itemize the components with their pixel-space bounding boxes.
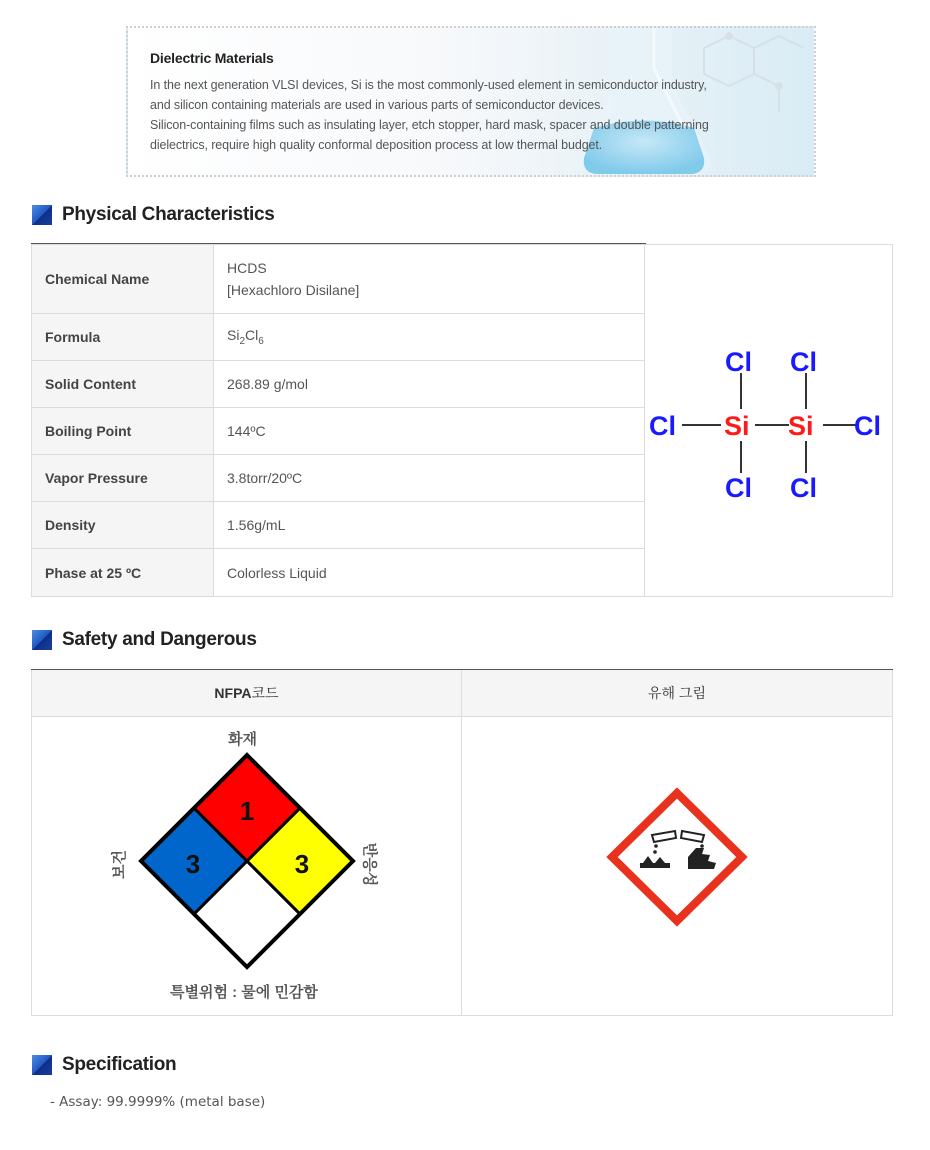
intro-text: In the next generation VLSI devices, Si is the most commonly-used element in semiconductor industry, and silicon containing materials are used in various parts of semiconductor devices. Silicon-containing films such as insulating layer, etch stopper, hard mask, spacer and double patterning dielectrics, require high quality conformal deposition process at low thermal budget. <box>150 78 709 152</box>
table-row <box>32 314 645 361</box>
row-value: 268.89 g/mol <box>214 361 645 408</box>
row-value: Colorless Liquid <box>214 549 645 597</box>
table-row <box>32 408 645 455</box>
section-title-physical: Physical Characteristics <box>32 203 274 227</box>
physical-characteristics-table <box>31 243 893 597</box>
row-label: Formula <box>32 314 214 361</box>
nfpa-top-label: 화재 <box>228 731 257 748</box>
header-nfpa: NFPA 코드 <box>31 670 462 717</box>
table-row <box>32 455 645 502</box>
row-value: $Si_2Cl_6$ <box>214 314 645 361</box>
hcds-structure-diagram <box>645 245 894 598</box>
nfpa-health-value: 3 <box>185 849 201 879</box>
nfpa-right-label: 반응성 <box>361 842 379 887</box>
intro-title: Dielectric Materials <box>150 50 274 66</box>
spec-assay: - Assay: 99.9999% (metal base) <box>50 1094 266 1110</box>
row-label: Density <box>32 502 214 549</box>
nfpa-left-label: 보건 <box>110 850 128 879</box>
nfpa-cell <box>31 717 462 1016</box>
nfpa-bottom-label: 특별위험 : 물에 민감함 <box>170 984 318 1001</box>
section-square-icon <box>32 630 52 650</box>
nfpa-reactivity-value: 3 <box>294 849 310 879</box>
row-value: HCDS [Hexachloro Disilane] <box>214 245 645 314</box>
atom-cl: Cl <box>649 411 676 441</box>
nfpa-fire-value: 1 <box>239 796 255 826</box>
structure-image-cell <box>644 244 893 597</box>
atom-cl: Cl <box>854 411 881 441</box>
row-value: 3.8torr/20ºC <box>214 455 645 502</box>
atom-si: Si <box>788 411 814 441</box>
intro-banner <box>126 26 816 177</box>
row-label: Chemical Name <box>32 245 214 314</box>
table-row <box>32 245 645 314</box>
corrosion-icon <box>462 717 892 1015</box>
atom-cl: Cl <box>790 347 817 377</box>
row-label: Vapor Pressure <box>32 455 214 502</box>
safety-table <box>31 669 893 1015</box>
section-title-safety: Safety and Dangerous <box>32 628 257 652</box>
table-row <box>32 549 645 597</box>
atom-cl: Cl <box>725 473 752 503</box>
row-label: Solid Content <box>32 361 214 408</box>
atom-cl: Cl <box>725 347 752 377</box>
header-hazard: 유해 그림 <box>461 670 893 717</box>
atom-si: Si <box>724 411 750 441</box>
table-row <box>32 502 645 549</box>
section-square-icon <box>32 1055 52 1075</box>
table-row <box>32 361 645 408</box>
atom-cl: Cl <box>790 473 817 503</box>
row-value: 1.56g/mL <box>214 502 645 549</box>
row-value: 144ºC <box>214 408 645 455</box>
nfpa-diamond <box>32 717 461 1015</box>
row-label: Boiling Point <box>32 408 214 455</box>
row-label: Phase at 25 ºC <box>32 549 214 597</box>
hazard-pictogram-cell <box>461 717 893 1016</box>
section-square-icon <box>32 205 52 225</box>
section-title-spec: Specification <box>32 1053 176 1077</box>
